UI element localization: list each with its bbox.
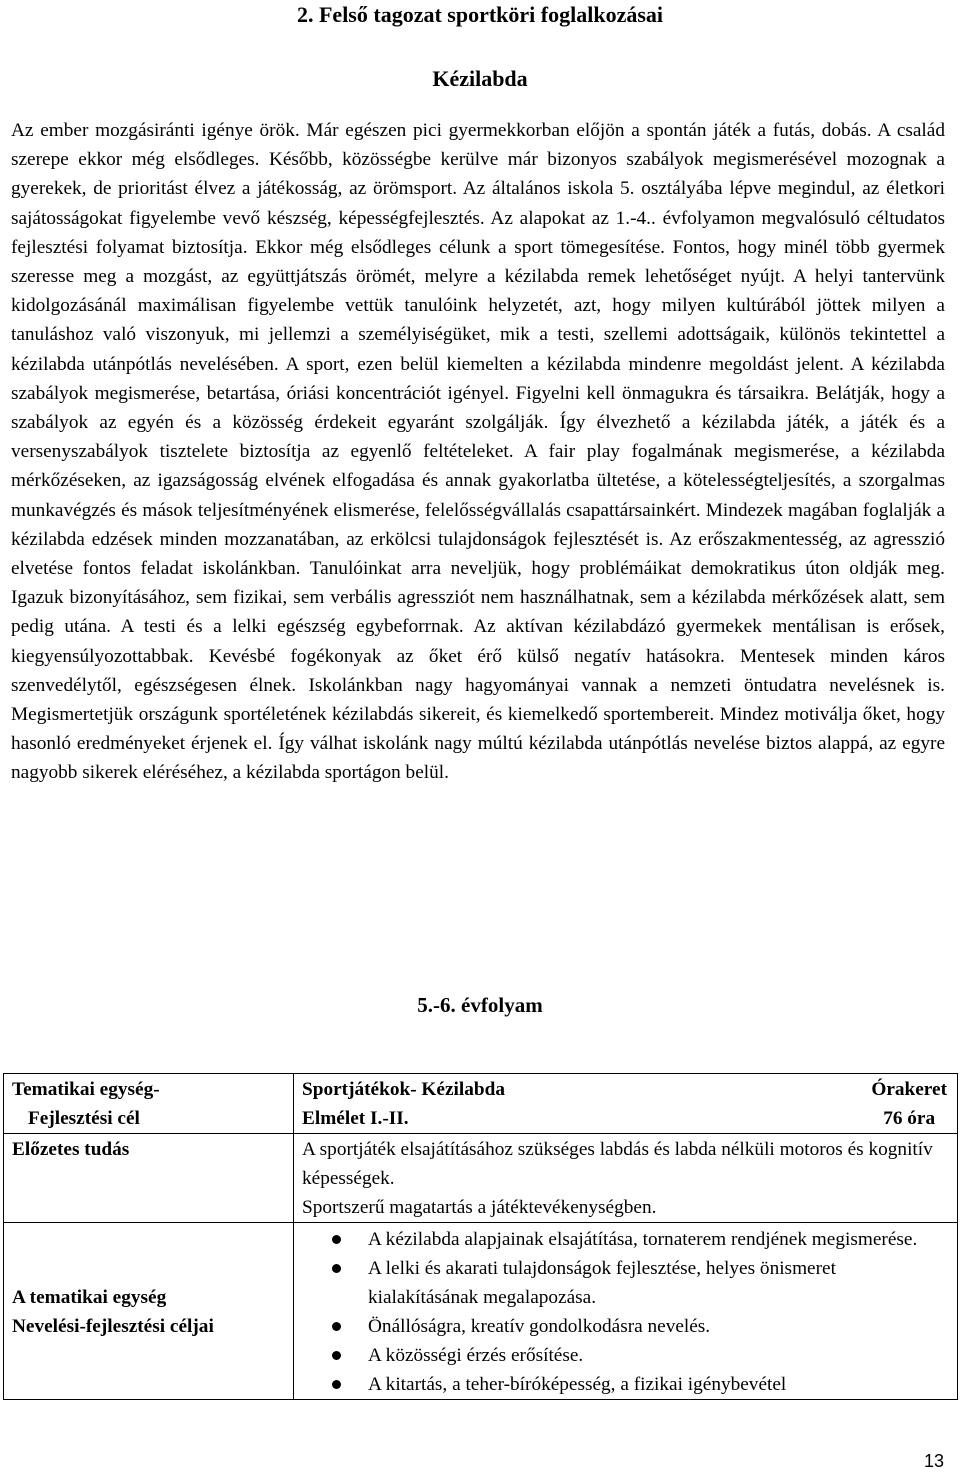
- table-cell-goals: [294, 1223, 958, 1400]
- list-item: A kitartás, a teher-bíróképesség, a fizikai igénybevétel: [302, 1370, 951, 1399]
- prior-behaviour-text: Sportszerű magatartás a játéktevékenységben.: [302, 1197, 657, 1218]
- list-item: Önállóságra, kreatív gondolkodásra nevelés.: [302, 1312, 951, 1341]
- table-cell-unit-topic: [294, 1074, 958, 1134]
- goals-label-line1: A tematikai egység: [12, 1286, 167, 1308]
- body-paragraph: Az ember mozgásiránti igénye örök. Már egészen pici gyermekkorban előjön a spontán játék a futás, dobás. A család szerepe ekkor még elsődleges. Később, közösségbe kerülve már bizonyos szabályok megismerésével mozognak a gyerekek, de prioritást élvez a játékosság, az örömsport. Az általános iskola 5. osztályába lépve megindul, az életkori sajátosságokat figyelembe vevő készség, képességfejlesztés. Az alapokat az 1.-4.. évfolyamon megvalósuló céltudatos fejlesztési folyamat biztosítja. Ekkor még elsődleges célunk a sport tömegesítése. Fontos, hogy minél több gyermek szeresse meg a mozgást, az együttjátszás örömét, melyre a kézilabda remek lehetőséget nyújt. A helyi tantervünk kidolgozásánál maximálisan figyelembe vettük tanulóink helyzetét, azt, hogy milyen kultúrából jöttek milyen a tanuláshoz való viszonyuk, mi jellemzi a személyiségüket, mik a testi, szellemi adottságaik, különös tekintettel a kézilabda utánpótlás nevelésében. A sport, ezen belül kiemelten a kézilabda mindenre megoldást jelent. A kézilabda szabályok megismerése, betartása, óriási koncentrációt igényel. Figyelni kell önmagukra és társaikra. Belátják, hogy a szabályok az egyén és a közösség érdekeit egyaránt szolgálják. Így élvezhető a kézilabda játék, a játék és a versenyszabályok tisztelete biztosítja az egyenlő feltételeket. A fair play fogalmának megismerése, a kézilabda mérkőzéseken, az igazságosság elvének elfogadása és annak gyakorlatba ültetése, a kötelességteljesítés, a szorgalmas munkavégzés és mások teljesítményének elismerése, felelősségvállalás csapattársainkért. Mindezek magában foglalják a kézilabda edzések minden mozzanatában, az erkölcsi tulajdonságok fejlesztését is. Az erőszakmentesség, az agresszió elvetése fontos feladat iskolánkban. Tanulóinkat arra neveljük, hogy problémáikat demokratikus úton oldják meg. Igazuk bizonyításához, sem fizikai, sem verbális agressziót nem használhatnak, sem a kézilabda mérkőzések alatt, sem pedig utána. A testi és a lelki egészség egybeforrnak. Az aktívan kézilabdázó gyermekek mentálisan is erősek, kiegyensúlyozottabbak. Kevésbé fogékonyak az őket érő külső negatív hatásokra. Mentesek minden káros szenvedélytől, egészségesen élnek. Iskolánkban nagy hagyományai vannak a nemzeti öntudatra nevelésnek is. Megismertetjük országunk sportéletének kézilabdás sikereit, és kiemelkedő sportembereit. Mindez motiválja őket, hogy hasonló eredményeket érjenek el. Így válhat iskolánk nagy múltú kézilabda utánpótlás nevelése biztos alappá, az egyre nagyobb sikerek eléréséhez, a kézilabda sportágon belül.: [11, 120, 945, 784]
- section-title: Kézilabda: [432, 66, 528, 91]
- page-title: 2. Felső tagozat sportköri foglalkozásai: [296, 2, 664, 27]
- hours-label: Órakeret: [871, 1079, 947, 1100]
- hours-value: 76 óra: [883, 1108, 936, 1129]
- list-item: A lelki és akarati tulajdonságok fejlesztése, helyes önismeret kialakításának megalapozása.: [302, 1254, 951, 1312]
- page-number: 13: [923, 1451, 944, 1471]
- bullet-icon: [332, 1235, 341, 1244]
- table-cell-goals-label: [4, 1223, 294, 1400]
- list-item: A közösségi érzés erősítése.: [302, 1341, 951, 1370]
- bullet-icon: [332, 1380, 341, 1389]
- thematic-unit-table: [3, 1073, 958, 1400]
- table-row: [4, 1223, 958, 1400]
- goals-list: [302, 1225, 951, 1399]
- unit-label-line1: Tematikai egység-: [12, 1079, 160, 1100]
- unit-label-line2: Fejlesztési cél: [28, 1108, 140, 1129]
- table-cell-prior-label: Előzetes tudás: [4, 1134, 294, 1223]
- prior-knowledge-text: A sportjáték elsajátításához szükséges labdás és labda nélküli motoros és kognitív képességek.: [302, 1139, 933, 1189]
- table-cell-prior-content: [294, 1134, 958, 1223]
- grade-heading: 5.-6. évfolyam: [417, 993, 543, 1017]
- bullet-icon: [332, 1351, 341, 1360]
- topic-line2: Elmélet I.-II.: [302, 1108, 409, 1129]
- list-item: A kézilabda alapjainak elsajátítása, tornaterem rendjének megismerése.: [302, 1225, 951, 1254]
- bullet-icon: [332, 1322, 341, 1331]
- bullet-icon: [332, 1264, 341, 1273]
- table-row: [4, 1134, 958, 1223]
- table-cell-unit-label: [4, 1074, 294, 1134]
- topic-line1: Sportjátékok- Kézilabda: [302, 1079, 505, 1100]
- goals-label-line2: Nevelési-fejlesztési céljai: [12, 1315, 214, 1337]
- table-row: [4, 1074, 958, 1134]
